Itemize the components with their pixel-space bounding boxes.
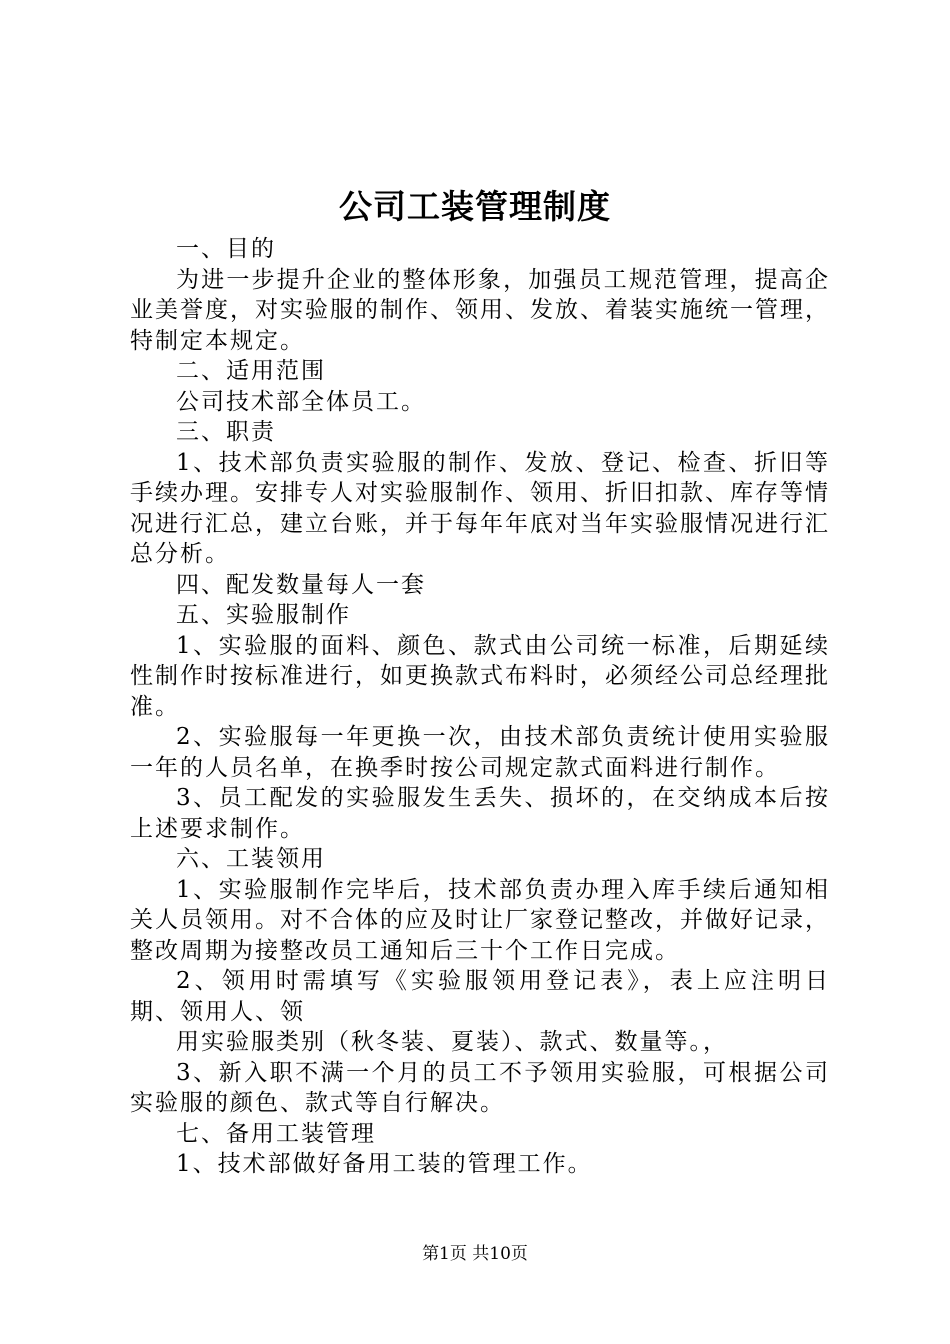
section-heading: 七、备用工装管理 — [176, 1120, 376, 1147]
paragraph: 1、技术部做好备用工装的管理工作。 — [176, 1151, 593, 1177]
section-heading: 五、实验服制作 — [176, 602, 351, 628]
document-body — [130, 234, 830, 1180]
section-heading: 三、职责 — [176, 419, 276, 445]
section-heading: 四、配发数量每人一套 — [176, 571, 426, 598]
section-heading: 一、目的 — [176, 236, 276, 262]
document-title: 公司工装管理制度 — [339, 187, 611, 226]
paragraph: 公司技术部全体员工。 — [176, 388, 426, 415]
paragraph: 2、实验服每一年更换一次，由技术部负责统计使用实验服一年的人员名单，在换季时按公司规定款式面料进行制作。 — [130, 724, 830, 781]
paragraph: 3、员工配发的实验服发生丢失、损坏的，在交纳成本后按上述要求制作。 — [130, 785, 830, 842]
paragraph: 2、领用时需填写《实验服领用登记表》，表上应注明日期、领用人、领 — [130, 968, 830, 1025]
section-heading: 二、适用范围 — [176, 358, 326, 384]
section-heading: 六、工装领用 — [176, 846, 326, 872]
paragraph: 3、新入职不满一个月的员工不予领用实验服，可根据公司实验服的颜色、款式等自行解决。 — [130, 1059, 830, 1116]
paragraph: 1、技术部负责实验服的制作、发放、登记、检查、折旧等手续办理。安排专人对实验服制作、领用、折旧扣款、库存等情况进行汇总，建立台账，并于每年年底对当年实验服情况进行汇总分析。 — [130, 449, 830, 567]
paragraph: 1、实验服的面料、颜色、款式由公司统一标准，后期延续性制作时按标准进行，如更换款式布料时，必须经公司总经理批准。 — [130, 632, 830, 720]
paragraph: 1、实验服制作完毕后，技术部负责办理入库手续后通知相关人员领用。对不合体的应及时让厂家登记整改，并做好记录，整改周期为接整改员工通知后三十个工作日完成。 — [130, 876, 830, 964]
page-footer: 第1页 共10页 — [422, 1244, 528, 1264]
paragraph: 为进一步提升企业的整体形象，加强员工规范管理，提高企业美誉度，对实验服的制作、领用、发放、着装实施统一管理，特制定本规定。 — [130, 266, 830, 354]
paragraph-continuation: 用实验服类别（秋冬装、夏装）、款式、数量等。， — [176, 1029, 728, 1055]
